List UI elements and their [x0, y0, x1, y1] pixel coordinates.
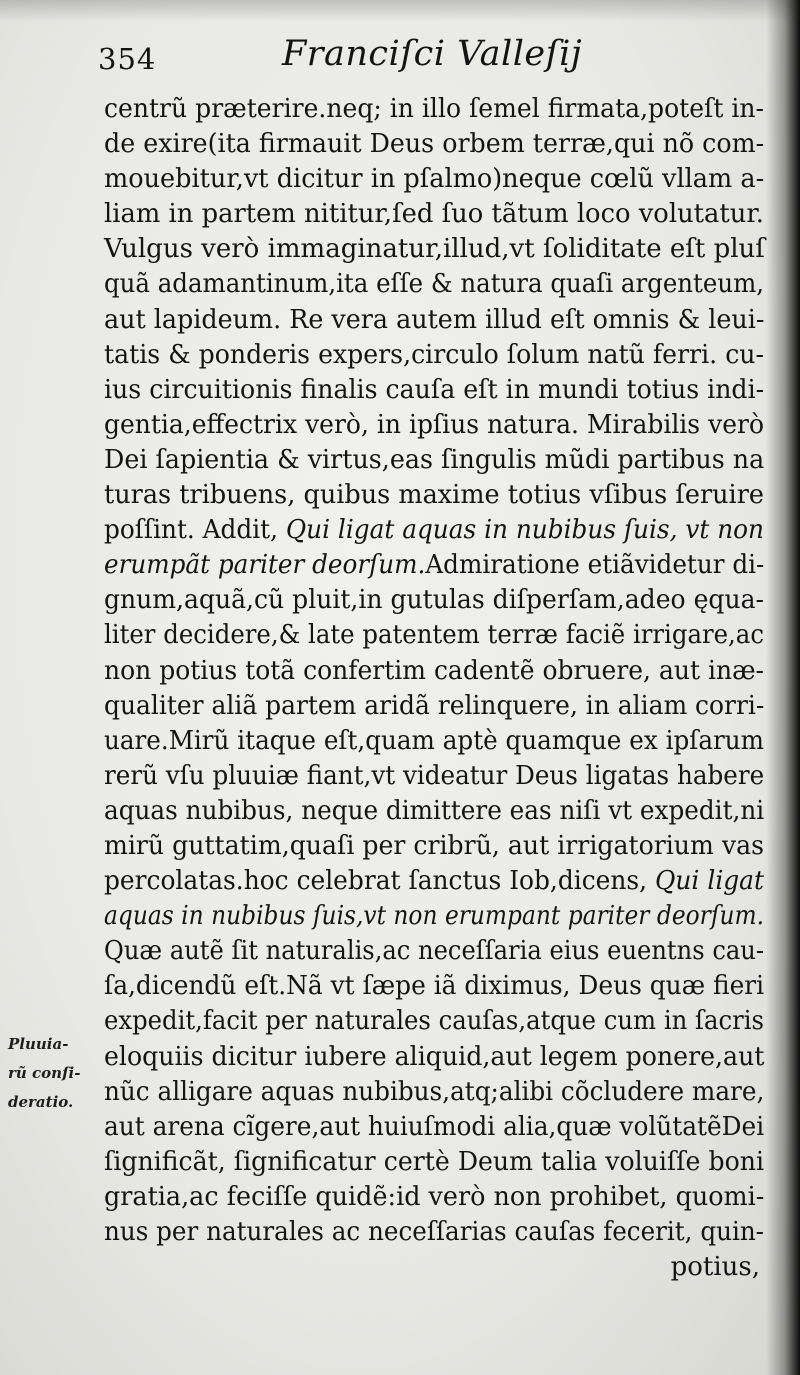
scripture-quote: Qui ligat aquas in nubibus ſuis, vt non [285, 515, 765, 546]
text-line: mirũ guttatim,quaſi per cribrũ, aut irrigatorium vas [104, 830, 764, 861]
page-top-shadow [0, 0, 800, 22]
text-line: gentia,effectrix verò, in ipſius natura. Mirabilis verò [104, 409, 764, 440]
text-line: ſa,dicendũ eſt.Nã vt ſæpe iã diximus, Deus quæ fieri [104, 971, 765, 1002]
text-line: tatis & ponderis expers,circulo ſolum natũ ferri. cu- [104, 339, 764, 370]
scripture-quote-line: aquas in nubibus ſuis,vt non erumpant pariter deorſum. [104, 901, 764, 932]
catchword: potius, [670, 1252, 760, 1283]
text-line: de exire(ita firmauit Deus orbem terræ,qui nõ com- [104, 129, 765, 160]
book-gutter-shadow [766, 0, 800, 1375]
text-line: gratia,ac feciſſe quidẽ:id verò non prohibet, quomi- [104, 1181, 765, 1212]
text-line: Dei ſapientia & virtus,eas ſingulis mũdi partibus na [104, 444, 765, 475]
text-line: ius circuitionis finalis cauſa eſt in mundi totius indi- [104, 374, 765, 405]
marginal-note-line: rũ conſi- [8, 1064, 81, 1082]
text-line: rerũ vſu pluuiæ fiant,vt videatur Deus ligatas habere [104, 760, 765, 791]
text-line: aquas nubibus, neque dimittere eas niſi vt expedit,ni [104, 795, 765, 826]
text-line: turas tribuens, quibus maxime totius vſibus ſeruire [104, 480, 764, 511]
scripture-quote: erumpãt pariter deorſum. [104, 550, 426, 581]
text-line: expedit,facit per naturales cauſas,atque cum in ſacris [104, 1006, 764, 1037]
text-line: Vulgus verò immaginatur,illud,vt ſoliditate eſt pluſ [104, 234, 765, 265]
body-text [104, 92, 764, 1285]
marginal-note-line: Pluuia- [8, 1035, 69, 1053]
text-line: quã adamantinum,ita eſſe & natura quaſi argenteum, [104, 269, 765, 300]
text-line: aut lapideum. Re vera autem illud eſt omnis & leui- [104, 304, 765, 335]
text-segment: poſſint. Addit, [104, 515, 278, 546]
scripture-quote: Qui ligat [655, 866, 765, 897]
text-line: mouebitur,vt dicitur in pſalmo)neque cœlũ vllam a- [104, 164, 765, 195]
page-number: 354 [98, 42, 157, 76]
marginal-note-line: deratio. [8, 1093, 74, 1111]
text-line: non potius totã confertim cadentẽ obruere, aut inæ- [104, 655, 764, 686]
text-segment: Admiratione etiãvidetur di- [425, 550, 765, 581]
text-line [104, 864, 764, 899]
text-line: nus per naturales ac neceſſarias cauſas fecerit, quin- [104, 1217, 764, 1247]
text-line: qualiter aliã partem aridã relinquere, in aliam corri- [104, 690, 765, 721]
text-line [104, 548, 764, 583]
text-line [104, 513, 764, 548]
text-line: eloquiis dicitur iubere aliquid,aut legem ponere,aut [104, 1041, 765, 1072]
text-line: Quæ autẽ ſit naturalis,ac neceſſaria eius euentns cau- [104, 936, 764, 967]
text-line: gnum,aquã,cũ pluit,in gutulas diſperſam,adeo ęqua- [104, 585, 764, 616]
text-line: ſignificãt, ſignificatur certè Deum talia voluiſſe boni [104, 1146, 764, 1177]
running-title: Franciſci Valleſij [282, 34, 583, 74]
text-segment: percolatas.hoc celebrat ſanctus Iob,dicens, [104, 866, 648, 897]
text-line: liter decidere,& late patentem terræ faciẽ irrigare,ac [104, 620, 764, 651]
text-line: centrũ præterire.neq; in illo ſemel firmata,poteſt in- [104, 94, 764, 124]
text-line: nũc alligare aquas nubibus,atq;alibi cõcludere mare, [104, 1076, 765, 1107]
text-line: aut arena cĩgere,aut huiuſmodi alia,quæ volũtatẽDei [104, 1111, 765, 1142]
text-line: uare.Mirũ itaque eſt,quam aptè quamque ex ipſarum [104, 725, 764, 756]
marginal-note [8, 1030, 100, 1117]
text-line: liam in partem nititur,ſed ſuo tãtum loco volutatur. [104, 199, 764, 230]
